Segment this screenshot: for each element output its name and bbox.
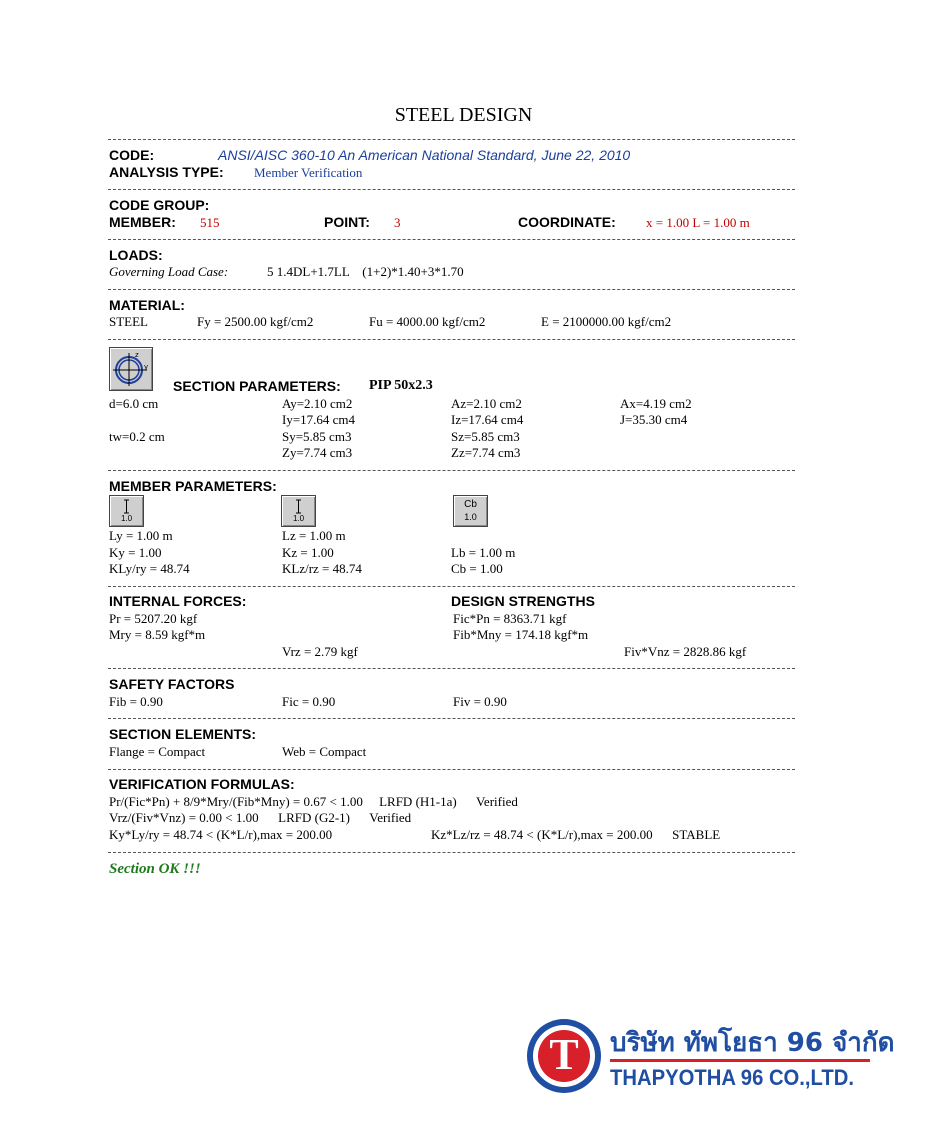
divider [108, 586, 795, 587]
code-label: CODE: [109, 147, 155, 163]
cb-icon-top: Cb [464, 499, 477, 510]
pipe-section-graphic [110, 348, 152, 390]
section-iz: Iz=17.64 cm4 [451, 412, 524, 427]
divider [108, 139, 795, 140]
cb-icon-bottom: 1.0 [464, 512, 477, 522]
material-fu: Fu = 4000.00 kgf/cm2 [369, 314, 486, 329]
verification-formula-1: Pr/(Fic*Pn) + 8/9*Mry/(Fib*Mny) = 0.67 < 1.00 LRFD (H1-1a) Verified [109, 794, 518, 809]
length-z-icon-value: 1.0 [292, 514, 305, 523]
member-label: MEMBER: [109, 214, 176, 230]
section-d: d=6.0 cm [109, 396, 159, 411]
member-parameters-label: MEMBER PARAMETERS: [109, 478, 277, 494]
section-ok-status: Section OK !!! [109, 861, 201, 877]
member-ly: Ly = 1.00 m [109, 528, 173, 543]
divider [108, 339, 795, 340]
strength-pn: Fic*Pn = 8363.71 kgf [453, 611, 567, 626]
material-e: E = 2100000.00 kgf/cm2 [541, 314, 672, 329]
code-group-label: CODE GROUP: [109, 197, 210, 213]
internal-forces-label: INTERNAL FORCES: [109, 593, 247, 609]
design-strengths-label: DESIGN STRENGTHS [451, 593, 595, 609]
verification-formulas-label: VERIFICATION FORMULAS: [109, 776, 295, 792]
divider [108, 852, 795, 853]
material-label: MATERIAL: [109, 297, 185, 313]
section-zz: Zz=7.74 cm3 [451, 445, 521, 460]
company-logo-icon [526, 1018, 602, 1094]
element-flange: Flange = Compact [109, 744, 206, 759]
pipe-section-icon [109, 347, 153, 391]
cb-icon [453, 495, 488, 527]
force-pr: Pr = 5207.20 kgf [109, 611, 198, 626]
section-sz: Sz=5.85 cm3 [451, 429, 520, 444]
svg-text:z: z [135, 351, 139, 359]
company-english-name: THAPYOTHA 96 CO.,LTD. [610, 1065, 855, 1090]
section-az: Az=2.10 cm2 [451, 396, 522, 411]
member-klz: KLz/rz = 48.74 [282, 561, 362, 576]
section-ay: Ay=2.10 cm2 [282, 396, 353, 411]
member-lz: Lz = 1.00 m [282, 528, 346, 543]
length-y-icon-value: 1.0 [120, 514, 133, 523]
safety-fiv: Fiv = 0.90 [453, 694, 507, 709]
safety-fic: Fic = 0.90 [282, 694, 336, 709]
member-value: 515 [200, 215, 220, 230]
point-label: POINT: [324, 214, 370, 230]
member-ky: Ky = 1.00 [109, 545, 162, 560]
length-y-icon [109, 495, 144, 527]
member-kz: Kz = 1.00 [282, 545, 334, 560]
force-vrz: Vrz = 2.79 kgf [282, 644, 358, 659]
section-sy: Sy=5.85 cm3 [282, 429, 352, 444]
section-j: J=35.30 cm4 [620, 412, 688, 427]
section-parameters-label: SECTION PARAMETERS: [173, 378, 341, 394]
code-value: ANSI/AISC 360-10 An American National Standard, June 22, 2010 [218, 147, 631, 163]
section-iy: Iy=17.64 cm4 [282, 412, 356, 427]
verification-formula-3a: Ky*Ly/ry = 48.74 < (K*L/r),max = 200.00 [109, 827, 333, 842]
divider [108, 189, 795, 190]
element-web: Web = Compact [282, 744, 367, 759]
coordinate-value: x = 1.00 L = 1.00 m [646, 215, 750, 230]
material-name: STEEL [109, 314, 148, 329]
material-fy: Fy = 2500.00 kgf/cm2 [197, 314, 314, 329]
logo-letter: T [549, 1030, 579, 1079]
verification-formula-2: Vrz/(Fiv*Vnz) = 0.00 < 1.00 LRFD (G2-1) Verified [109, 810, 412, 825]
divider [108, 769, 795, 770]
load-case-value: 5 1.4DL+1.7LL (1+2)*1.40+3*1.70 [267, 264, 464, 279]
divider [108, 289, 795, 290]
member-lb: Lb = 1.00 m [451, 545, 516, 560]
coordinate-label: COORDINATE: [518, 214, 616, 230]
length-z-icon [281, 495, 316, 527]
analysis-type-value: Member Verification [254, 165, 363, 180]
divider [108, 470, 795, 471]
member-kly: KLy/ry = 48.74 [109, 561, 190, 576]
section-name: PIP 50x2.3 [369, 378, 433, 393]
load-case-label: Governing Load Case: [109, 264, 229, 279]
section-tw: tw=0.2 cm [109, 429, 165, 444]
safety-factors-label: SAFETY FACTORS [109, 676, 235, 692]
safety-fib: Fib = 0.90 [109, 694, 163, 709]
strength-vnz: Fiv*Vnz = 2828.86 kgf [624, 644, 747, 659]
loads-label: LOADS: [109, 247, 163, 263]
svg-text:y: y [144, 363, 149, 371]
strength-mny: Fib*Mny = 174.18 kgf*m [453, 627, 589, 642]
section-zy: Zy=7.74 cm3 [282, 445, 353, 460]
analysis-type-label: ANALYSIS TYPE: [109, 164, 224, 180]
divider [108, 239, 795, 240]
verification-formula-3b: Kz*Lz/rz = 48.74 < (K*L/r),max = 200.00 STABLE [431, 827, 721, 842]
section-ax: Ax=4.19 cm2 [620, 396, 692, 411]
section-elements-label: SECTION ELEMENTS: [109, 726, 257, 742]
page-title: STEEL DESIGN [394, 104, 533, 126]
divider [108, 668, 795, 669]
divider [108, 718, 795, 719]
company-thai-name: บริษัท ทัพโยธา 96 จำกัด [610, 1028, 895, 1058]
member-cb: Cb = 1.00 [451, 561, 503, 576]
point-value: 3 [394, 215, 401, 230]
force-mry: Mry = 8.59 kgf*m [109, 627, 206, 642]
logo-underline [610, 1059, 870, 1062]
